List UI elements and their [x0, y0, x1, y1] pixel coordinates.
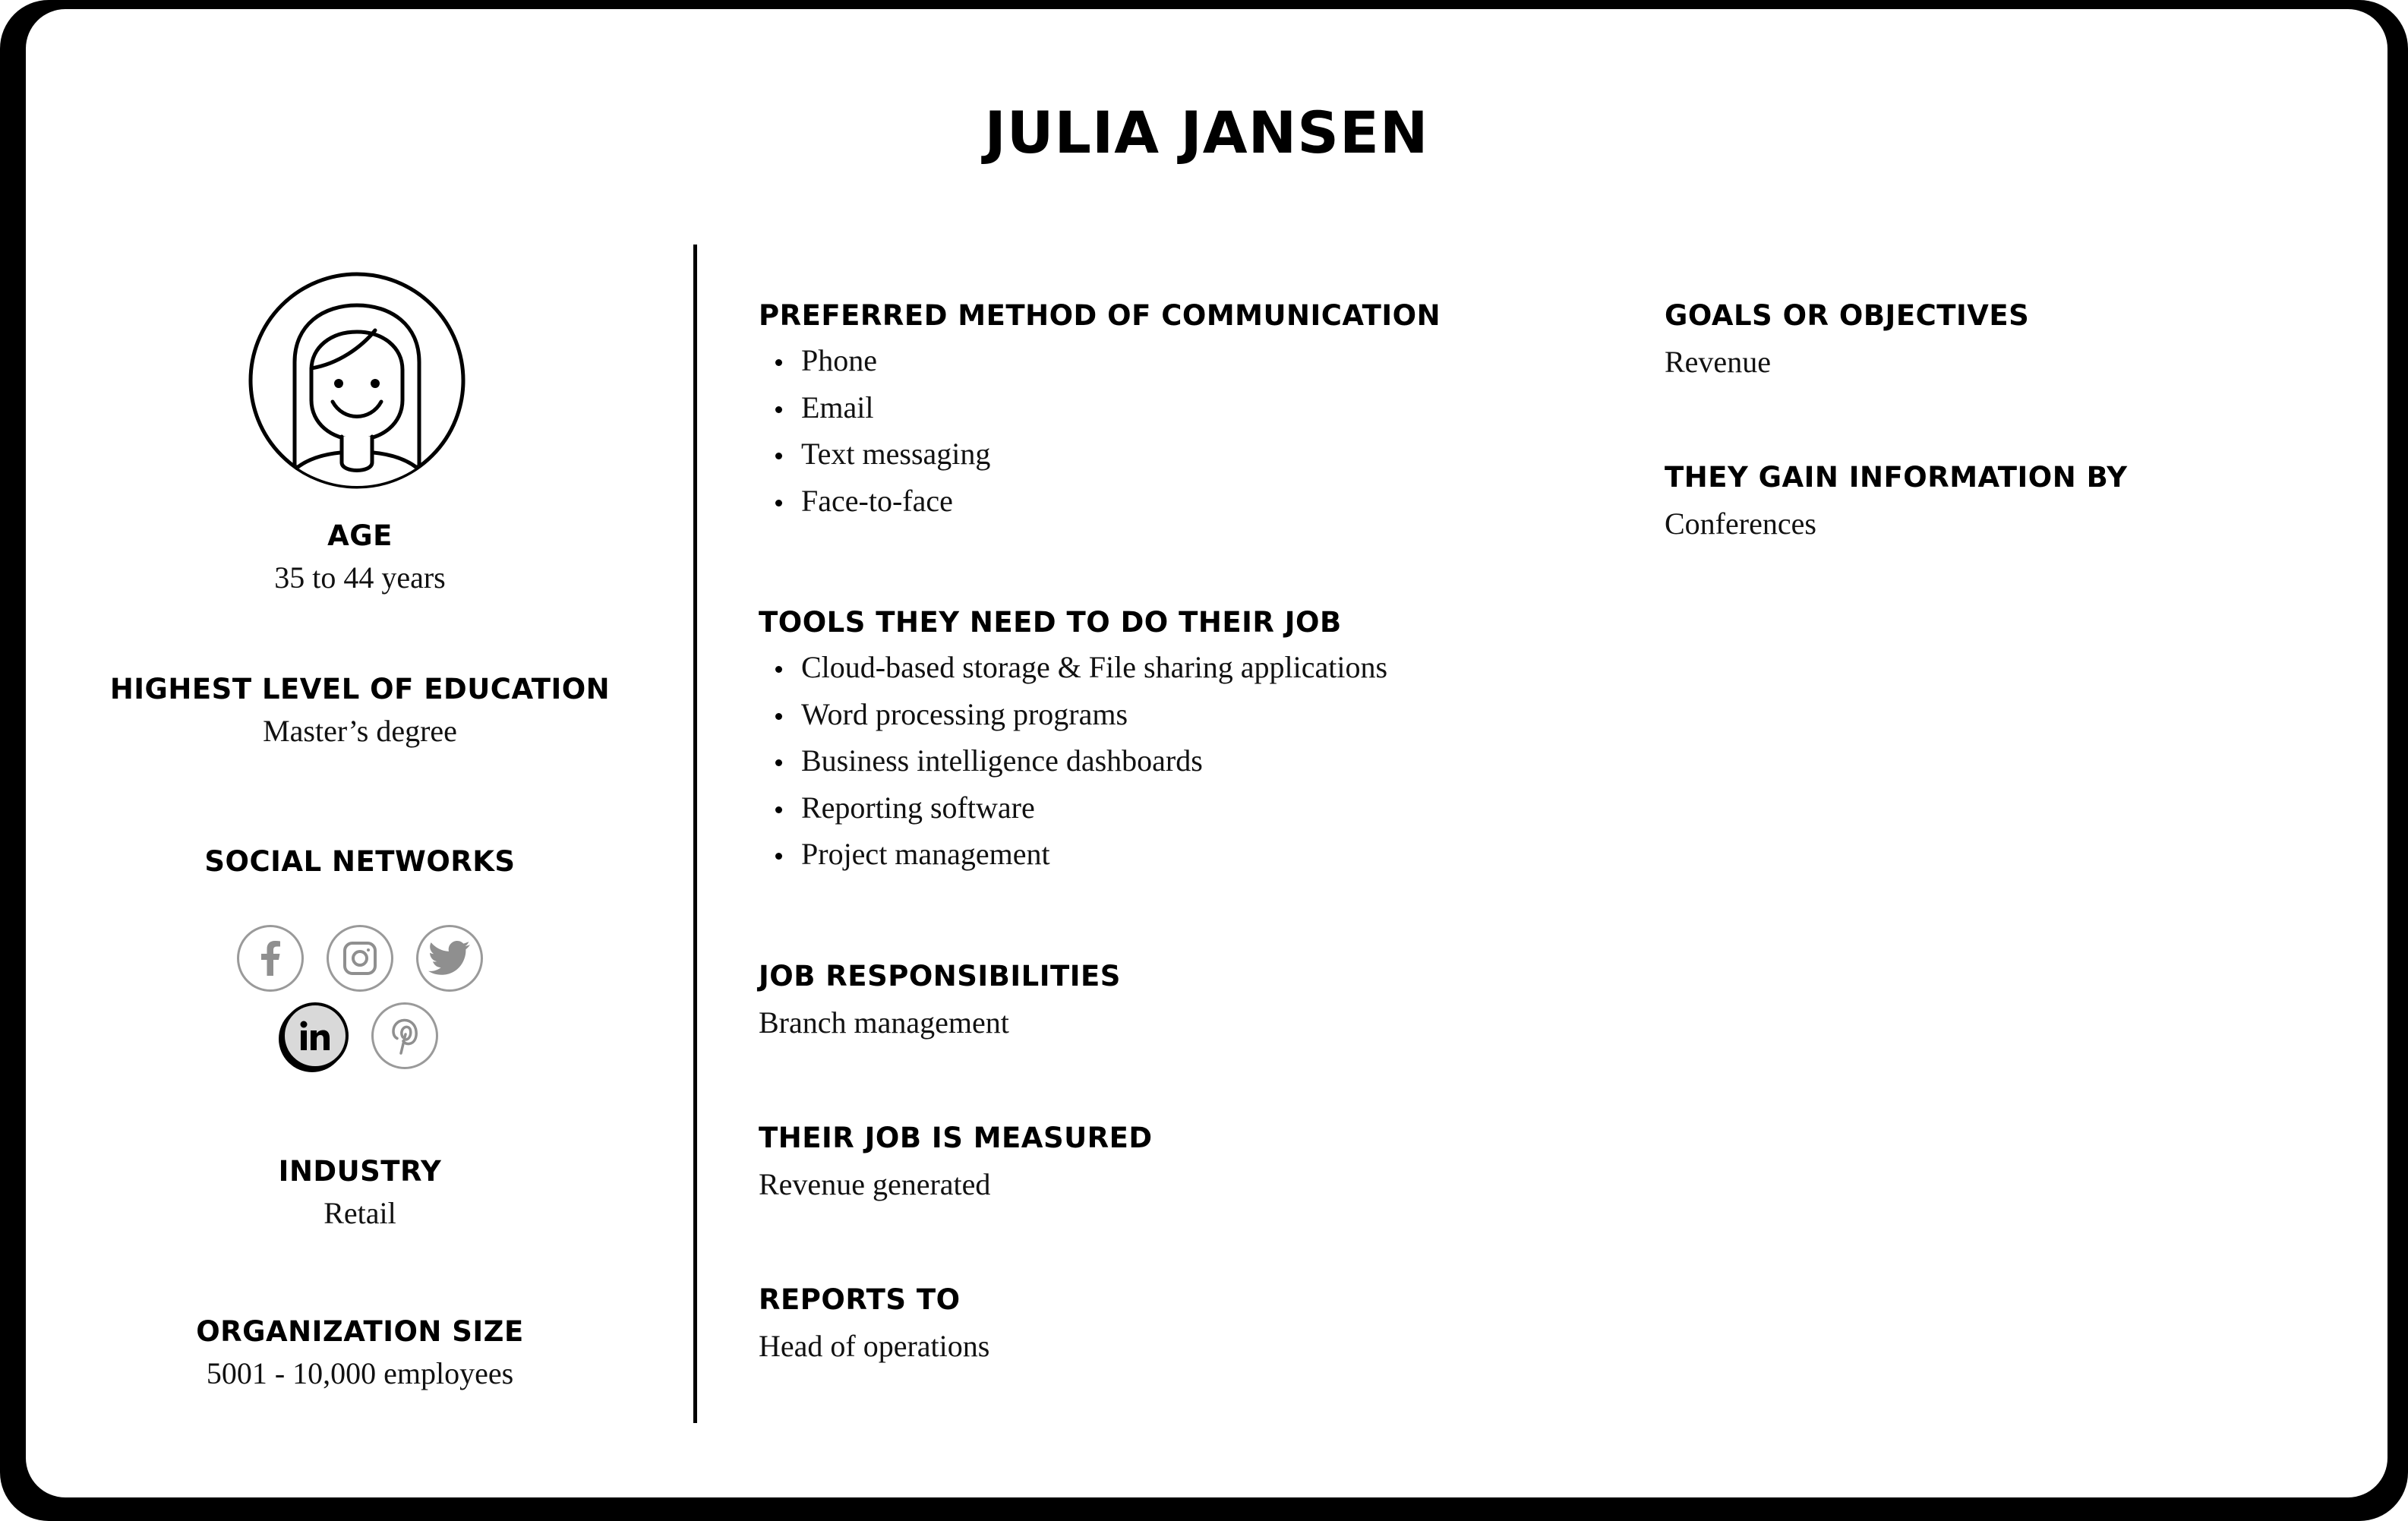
list-item: Email — [801, 384, 1594, 431]
instagram-icon[interactable] — [327, 925, 393, 992]
persona-name: JULIA JANSEN — [984, 99, 1429, 166]
goals-value: Revenue — [1665, 345, 1771, 379]
persona-card — [26, 9, 2387, 1497]
age-value: 35 to 44 years — [274, 560, 446, 595]
pinterest-icon[interactable] — [371, 1002, 438, 1069]
list-item: Business intelligence dashboards — [801, 737, 1594, 784]
tools-section — [759, 604, 1594, 878]
education-value: Master’s degree — [263, 714, 457, 748]
social-networks-section — [87, 844, 633, 880]
organization-size-label: ORGANIZATION SIZE — [196, 1315, 524, 1348]
education-section — [87, 671, 633, 755]
responsibilities-value: Branch management — [759, 1005, 1009, 1040]
linkedin-icon[interactable] — [282, 1002, 349, 1069]
goals-label: GOALS OR OBJECTIVES — [1665, 299, 2030, 332]
industry-label: INDUSTRY — [278, 1155, 442, 1188]
reports-to-label: REPORTS TO — [759, 1283, 961, 1316]
communication-section — [759, 298, 1594, 524]
facebook-icon[interactable] — [237, 925, 304, 992]
responsibilities-section — [759, 958, 1594, 1046]
list-item: Word processing programs — [801, 691, 1594, 738]
organization-size-value: 5001 - 10,000 employees — [206, 1356, 514, 1390]
list-item: Cloud-based storage & File sharing applications — [801, 644, 1594, 691]
communication-list — [759, 337, 1594, 524]
avatar-icon — [248, 271, 466, 490]
list-item: Face-to-face — [801, 478, 1594, 525]
job-measured-value: Revenue generated — [759, 1167, 991, 1201]
tools-label: TOOLS THEY NEED TO DO THEIR JOB — [759, 606, 1342, 639]
communication-label: PREFERRED METHOD OF COMMUNICATION — [759, 299, 1441, 332]
list-item: Project management — [801, 831, 1594, 878]
job-measured-section — [759, 1120, 1594, 1208]
list-item: Phone — [801, 337, 1594, 384]
information-source-label: THEY GAIN INFORMATION BY — [1665, 461, 2128, 494]
list-item: Reporting software — [801, 784, 1594, 832]
column-divider — [693, 245, 697, 1423]
reports-to-value: Head of operations — [759, 1329, 990, 1363]
education-label: HIGHEST LEVEL OF EDUCATION — [109, 673, 611, 705]
social-networks-icons — [87, 925, 633, 1080]
goals-section — [1665, 298, 2333, 386]
responsibilities-label: JOB RESPONSIBILITIES — [759, 960, 1121, 992]
information-source-value: Conferences — [1665, 506, 1816, 541]
age-section — [87, 518, 633, 601]
industry-value: Retail — [323, 1196, 396, 1230]
organization-size-section — [87, 1314, 633, 1397]
social-networks-label: SOCIAL NETWORKS — [204, 845, 516, 878]
industry-section — [87, 1153, 633, 1237]
age-label: AGE — [327, 519, 393, 552]
information-source-section — [1665, 459, 2333, 547]
job-measured-label: THEIR JOB IS MEASURED — [759, 1122, 1153, 1154]
twitter-icon[interactable] — [416, 925, 483, 992]
list-item: Text messaging — [801, 431, 1594, 478]
tools-list — [759, 644, 1594, 878]
reports-to-section — [759, 1282, 1594, 1370]
